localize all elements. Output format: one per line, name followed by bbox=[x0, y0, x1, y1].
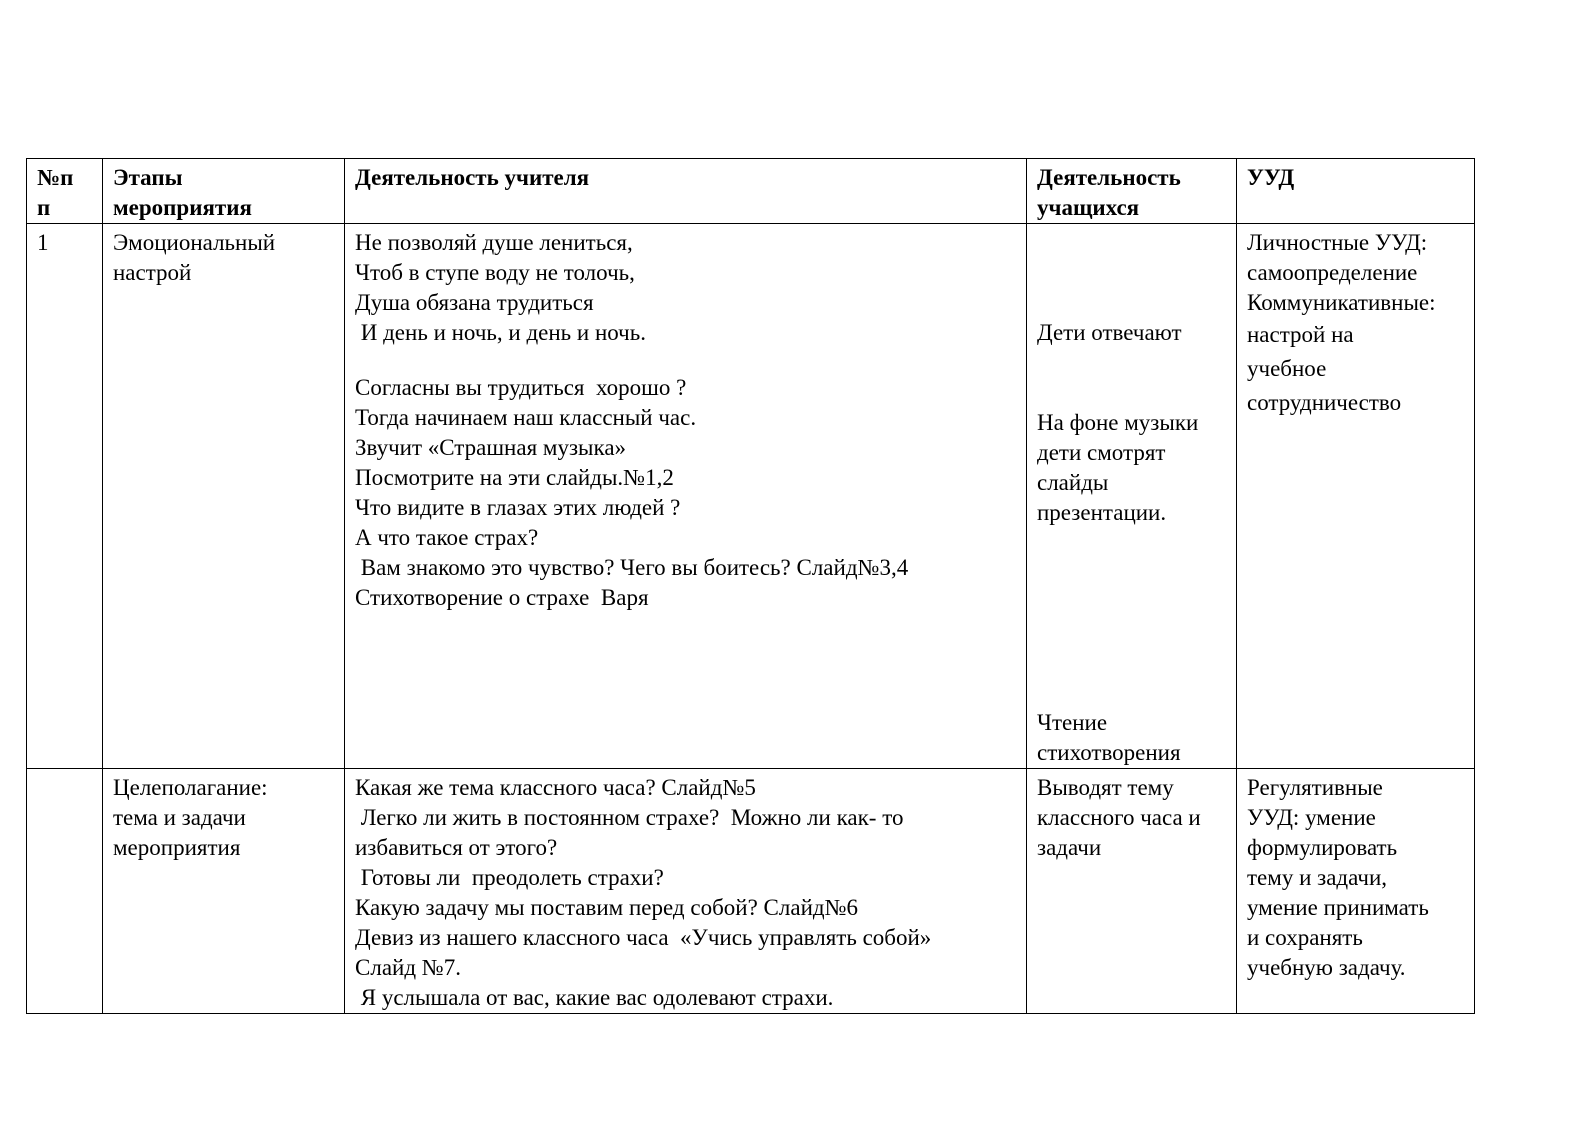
header-student-activity: Деятельность учащихся bbox=[1027, 159, 1237, 224]
cell-uud: Личностные УУД: самоопределение Коммуникативные: настрой на учебное сотрудничество bbox=[1237, 224, 1475, 769]
cell-number: 1 bbox=[27, 224, 103, 769]
header-stages: Этапы мероприятия bbox=[103, 159, 345, 224]
header-number: №п п bbox=[27, 159, 103, 224]
header-teacher-activity: Деятельность учителя bbox=[345, 159, 1027, 224]
paragraph-gap bbox=[355, 348, 1016, 373]
cell-student-activity: Выводят тему классного часа и задачи bbox=[1027, 769, 1237, 1014]
cell-uud: Регулятивные УУД: умение формулировать тему и задачи, умение принимать и сохранять учебную задачу. bbox=[1237, 769, 1475, 1014]
cell-number bbox=[27, 769, 103, 1014]
table-row bbox=[27, 769, 1475, 1014]
table-header-row bbox=[27, 159, 1475, 224]
table-row bbox=[27, 224, 1475, 769]
cell-student-activity: Дети отвечают На фоне музыки дети смотрят слайды презентации. Чтение стихотворения bbox=[1027, 224, 1237, 769]
cell-teacher-activity: Какая же тема классного часа? Слайд№5 Легко ли жить в постоянном страхе? Можно ли как- то избавиться от этого? Готовы ли преодолеть страхи? Какую задачу мы поставим перед собой? Слайд№6 Девиз из нашего классного часа «Учись управлять собой» Слайд №7. Я услышала от вас, какие вас одолевают страхи. bbox=[345, 769, 1027, 1014]
header-uud: УУД bbox=[1237, 159, 1475, 224]
cell-stage: Эмоциональный настрой bbox=[103, 224, 345, 769]
cell-stage: Целеполагание: тема и задачи мероприятия bbox=[103, 769, 345, 1014]
lesson-plan-table bbox=[26, 158, 1475, 1014]
cell-teacher-activity: Не позволяй душе лениться, Чтоб в ступе воду не толочь, Душа обязана трудиться И день и ночь, и день и ночь. Согласны вы трудиться хорошо ? Тогда начинаем наш классный час. Звучит «Страшная музыка» Посмотрите на эти слайды.№1,2 Что видите в глазах этих людей ? А что такое страх? Вам знакомо это чувство? Чего вы боитесь? Слайд№3,4 Стихотворение о страхе Варя bbox=[345, 224, 1027, 769]
